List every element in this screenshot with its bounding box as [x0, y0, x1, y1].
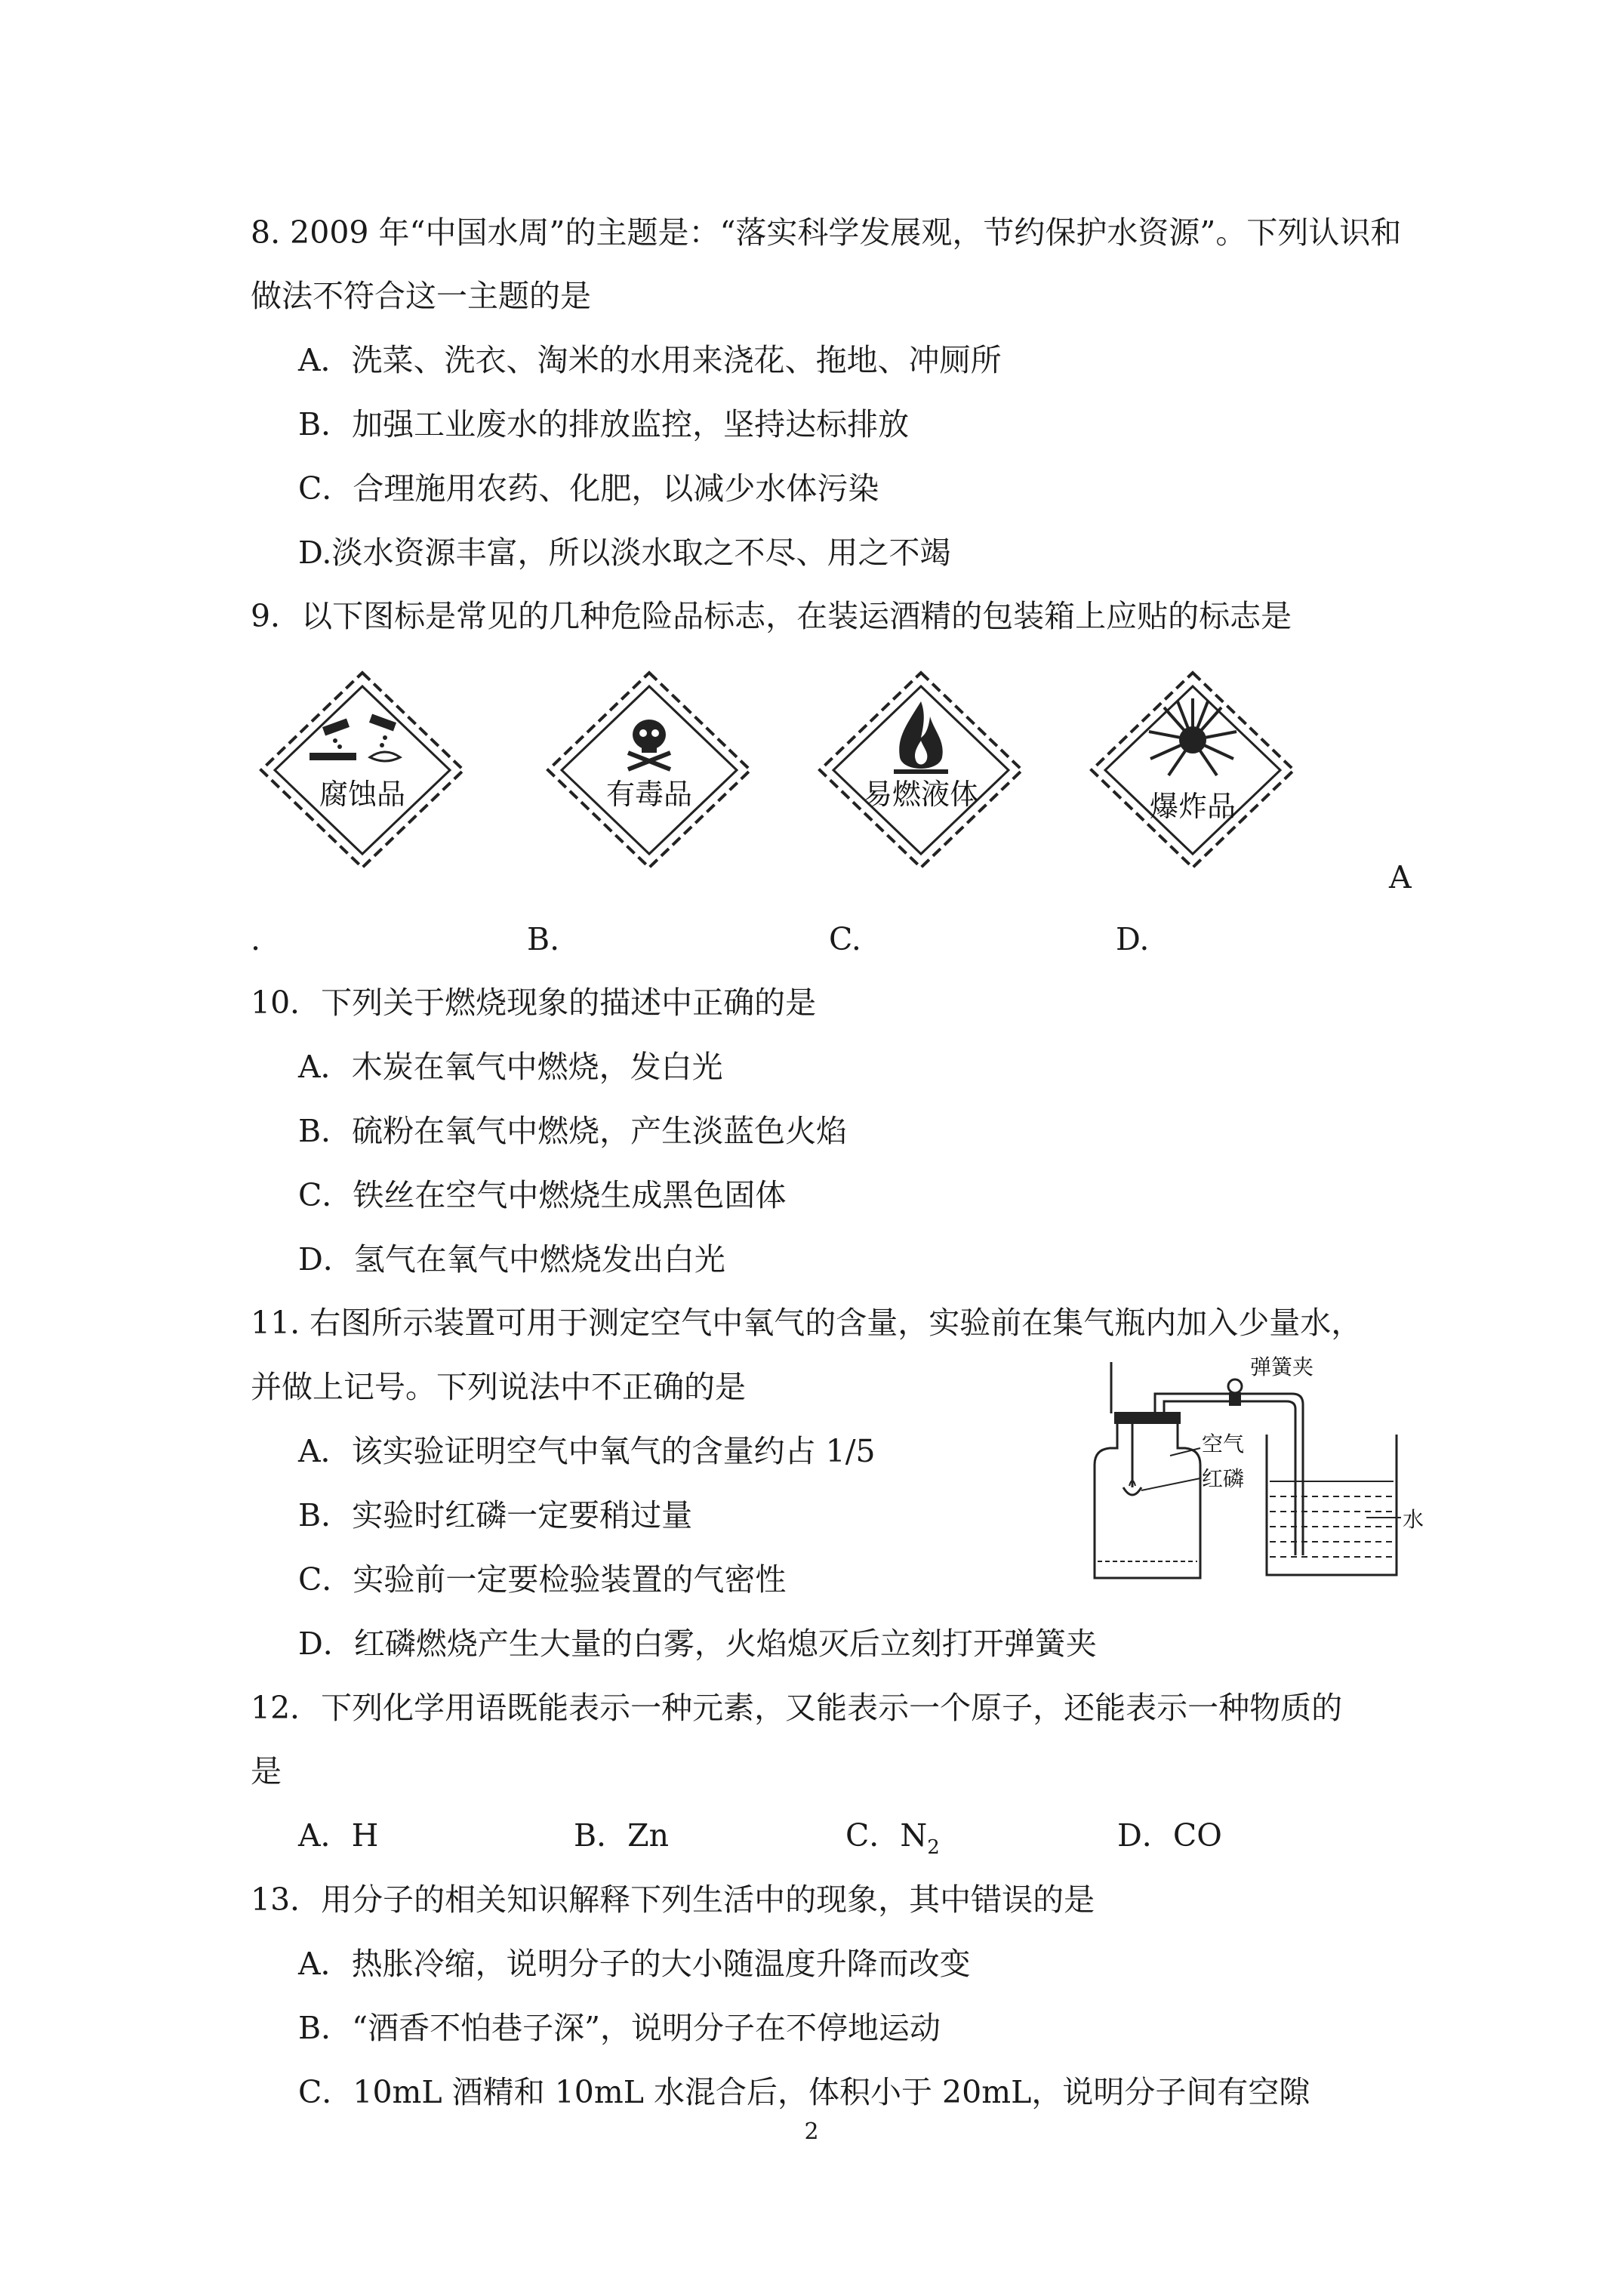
q12-stem-line1: 12．下列化学用语既能表示一种元素，又能表示一个原子，还能表示一种物质的 — [251, 1690, 1343, 1726]
q9-choice-d: D. — [1116, 921, 1150, 957]
q10-option-c: C．铁丝在空气中燃烧生成黑色固体 — [298, 1177, 787, 1213]
q10-option-b: B．硫粉在氧气中燃烧，产生淡蓝色火焰 — [298, 1113, 848, 1149]
sign-label: 有毒品 — [605, 778, 693, 811]
q9-choice-b: B. — [527, 921, 560, 957]
q11-option-a: A．该实验证明空气中氧气的含量约占 1/5 — [298, 1433, 876, 1469]
q13-stem: 13．用分子的相关知识解释下列生活中的现象，其中错误的是 — [251, 1881, 1095, 1918]
q8-option-d: D.淡水资源丰富，所以淡水取之不尽、用之不竭 — [298, 535, 951, 571]
q13-option-b: B．“酒香不怕巷子深”，说明分子在不停地运动 — [298, 2010, 941, 2046]
q12-option-b: B．Zn — [574, 1817, 670, 1854]
q8-stem-line2: 做法不符合这一主题的是 — [251, 278, 591, 314]
oxygen-apparatus-figure — [1072, 1351, 1427, 1586]
q8-option-a: A．洗菜、洗衣、淘米的水用来浇花、拖地、冲厕所 — [298, 342, 1002, 378]
q10-stem: 10．下列关于燃烧现象的描述中正确的是 — [251, 985, 817, 1021]
label-red-phosphorus: 红磷 — [1202, 1466, 1245, 1491]
sign-label: 易燃液体 — [863, 778, 979, 811]
q12-option-a: A．H — [298, 1817, 379, 1854]
q12-option-c-subscript: 2 — [927, 1836, 940, 1859]
q13-option-a: A．热胀冷缩，说明分子的大小随温度升降而改变 — [298, 1946, 971, 1982]
q9-choice-a-dot: . — [251, 921, 261, 957]
explosive-sign — [1087, 668, 1298, 872]
label-water: 水 — [1403, 1507, 1424, 1532]
q12-stem-line2: 是 — [251, 1753, 282, 1789]
q13-option-c: C．10mL 酒精和 10mL 水混合后，体积小于 20mL，说明分子间有空隙 — [298, 2074, 1310, 2110]
q11-option-b: B．实验时红磷一定要稍过量 — [298, 1497, 693, 1533]
label-air: 空气 — [1202, 1432, 1245, 1456]
sign-label: 爆炸品 — [1149, 790, 1236, 823]
q10-option-d: D．氢气在氧气中燃烧发出白光 — [298, 1241, 725, 1277]
q10-option-a: A．木炭在氧气中燃烧，发白光 — [298, 1049, 723, 1085]
q11-stem-line1: 11. 右图所示装置可用于测定空气中氧气的含量，实验前在集气瓶内加入少量水， — [251, 1305, 1363, 1341]
q9-choice-a-letter: A — [1389, 859, 1412, 895]
page-number: 2 — [804, 2119, 819, 2145]
q12-option-c-main: C．N — [845, 1817, 928, 1854]
q11-option-d: D．红磷燃烧产生大量的白雾，火焰熄灭后立刻打开弹簧夹 — [298, 1626, 1097, 1662]
toxic-sign — [544, 668, 755, 872]
q8-stem-line1: 8. 2009 年“中国水周”的主题是：“落实科学发展观，节约保护水资源”。下列认识和 — [251, 214, 1402, 251]
q12-option-c — [845, 1816, 940, 1860]
q11-option-c: C．实验前一定要检验装置的气密性 — [298, 1561, 787, 1598]
q8-option-c: C．合理施用农药、化肥，以减少水体污染 — [298, 470, 879, 507]
label-spring-clamp: 弹簧夹 — [1250, 1354, 1314, 1379]
q8-option-b: B．加强工业废水的排放监控，坚持达标排放 — [298, 406, 910, 442]
q12-option-d: D．CO — [1117, 1817, 1222, 1854]
q9-stem: 9．以下图标是常见的几种危险品标志，在装运酒精的包装箱上应贴的标志是 — [251, 598, 1292, 634]
q11-stem-line2: 并做上记号。下列说法中不正确的是 — [251, 1369, 746, 1405]
sign-label: 腐蚀品 — [319, 778, 406, 811]
q9-choice-c: C. — [829, 921, 861, 957]
flammable-sign — [815, 668, 1027, 872]
corrosive-sign — [257, 668, 468, 872]
